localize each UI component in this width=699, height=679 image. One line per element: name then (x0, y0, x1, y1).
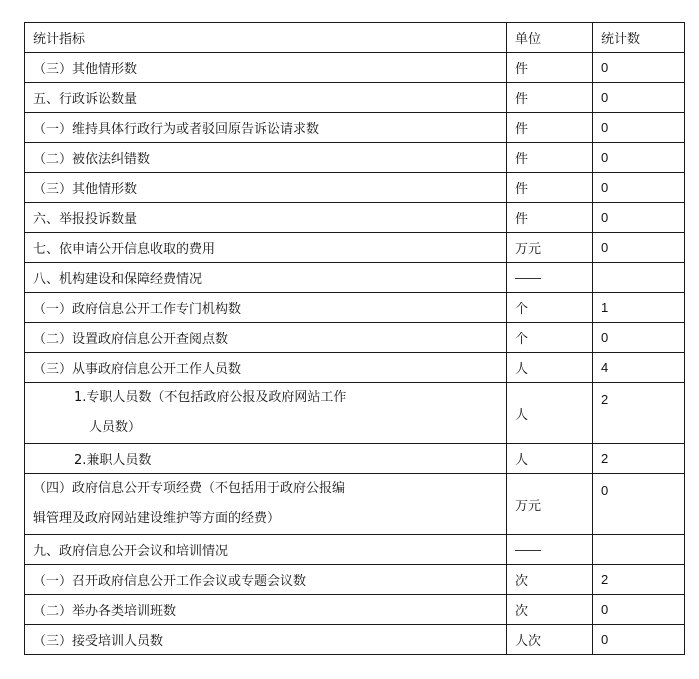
table-row (25, 53, 685, 83)
row-name-line1: （四）政府信息公开专项经费（不包括用于政府公报编 (33, 481, 346, 496)
row-name: （三）其他情形数 (25, 173, 507, 203)
row-value: 0 (593, 323, 685, 353)
row-value: 0 (593, 83, 685, 113)
table-row (25, 143, 685, 173)
table-row (25, 323, 685, 353)
row-name: （三）从事政府信息公开工作人员数 (25, 353, 507, 383)
row-unit: 人 (507, 444, 593, 474)
row-name-line2: 辑管理及政府网站建设维护等方面的经费） (33, 511, 281, 526)
row-unit: 次 (507, 595, 593, 625)
row-value: 1 (593, 293, 685, 323)
row-value: 4 (593, 353, 685, 383)
row-unit: 件 (507, 173, 593, 203)
table-row (25, 83, 685, 113)
row-name-line1: 1.专职人员数（不包括政府公报及政府网站工作 (74, 390, 347, 405)
table-row (25, 444, 685, 474)
header-indicator: 统计指标 (25, 23, 507, 53)
table-row (25, 535, 685, 565)
row-value: 2 (593, 444, 685, 474)
table-row (25, 565, 685, 595)
table-row (25, 263, 685, 293)
row-unit: 人 (507, 383, 593, 444)
table-row (25, 113, 685, 143)
row-value: 0 (593, 474, 685, 535)
table-row (25, 173, 685, 203)
row-unit: 个 (507, 323, 593, 353)
row-unit: 人次 (507, 625, 593, 655)
row-name: （一）召开政府信息公开工作会议或专题会议数 (25, 565, 507, 595)
header-count: 统计数 (593, 23, 685, 53)
table-row (25, 625, 685, 655)
table-row (25, 293, 685, 323)
header-unit: 单位 (507, 23, 593, 53)
row-name: （二）举办各类培训班数 (25, 595, 507, 625)
row-name: 六、举报投诉数量 (25, 203, 507, 233)
row-unit: 万元 (507, 474, 593, 535)
row-unit: 万元 (507, 233, 593, 263)
row-unit: 个 (507, 293, 593, 323)
row-name (25, 383, 507, 444)
table-row (25, 203, 685, 233)
row-name: （三）接受培训人员数 (25, 625, 507, 655)
row-name-line2: 人员数） (89, 420, 142, 435)
row-name: 七、依申请公开信息收取的费用 (25, 233, 507, 263)
row-unit: 件 (507, 83, 593, 113)
table-row (25, 353, 685, 383)
statistics-table (24, 22, 685, 655)
row-unit: —— (507, 263, 593, 293)
row-value: 0 (593, 143, 685, 173)
row-value: 0 (593, 113, 685, 143)
row-unit: 人 (507, 353, 593, 383)
row-value: 0 (593, 53, 685, 83)
row-value (593, 535, 685, 565)
table-row (25, 233, 685, 263)
table-row (25, 383, 685, 444)
row-name: （一）维持具体行政行为或者驳回原告诉讼请求数 (25, 113, 507, 143)
row-name: 九、政府信息公开会议和培训情况 (25, 535, 507, 565)
row-unit: 件 (507, 113, 593, 143)
row-value: 2 (593, 383, 685, 444)
row-name: 八、机构建设和保障经费情况 (25, 263, 507, 293)
row-unit: 件 (507, 143, 593, 173)
row-unit: 件 (507, 53, 593, 83)
row-value: 0 (593, 625, 685, 655)
row-name: 五、行政诉讼数量 (25, 83, 507, 113)
row-unit: 件 (507, 203, 593, 233)
row-value: 0 (593, 595, 685, 625)
table-row (25, 474, 685, 535)
row-value: 0 (593, 203, 685, 233)
row-name: （二）设置政府信息公开查阅点数 (25, 323, 507, 353)
row-unit: 次 (507, 565, 593, 595)
row-value: 0 (593, 173, 685, 203)
row-name: （二）被依法纠错数 (25, 143, 507, 173)
row-unit: —— (507, 535, 593, 565)
row-value: 0 (593, 233, 685, 263)
row-value: 2 (593, 565, 685, 595)
table-row (25, 595, 685, 625)
row-value (593, 263, 685, 293)
table-header-row (25, 23, 685, 53)
row-name (25, 474, 507, 535)
row-name: （三）其他情形数 (25, 53, 507, 83)
row-name: 2.兼职人员数 (25, 444, 507, 474)
row-name: （一）政府信息公开工作专门机构数 (25, 293, 507, 323)
